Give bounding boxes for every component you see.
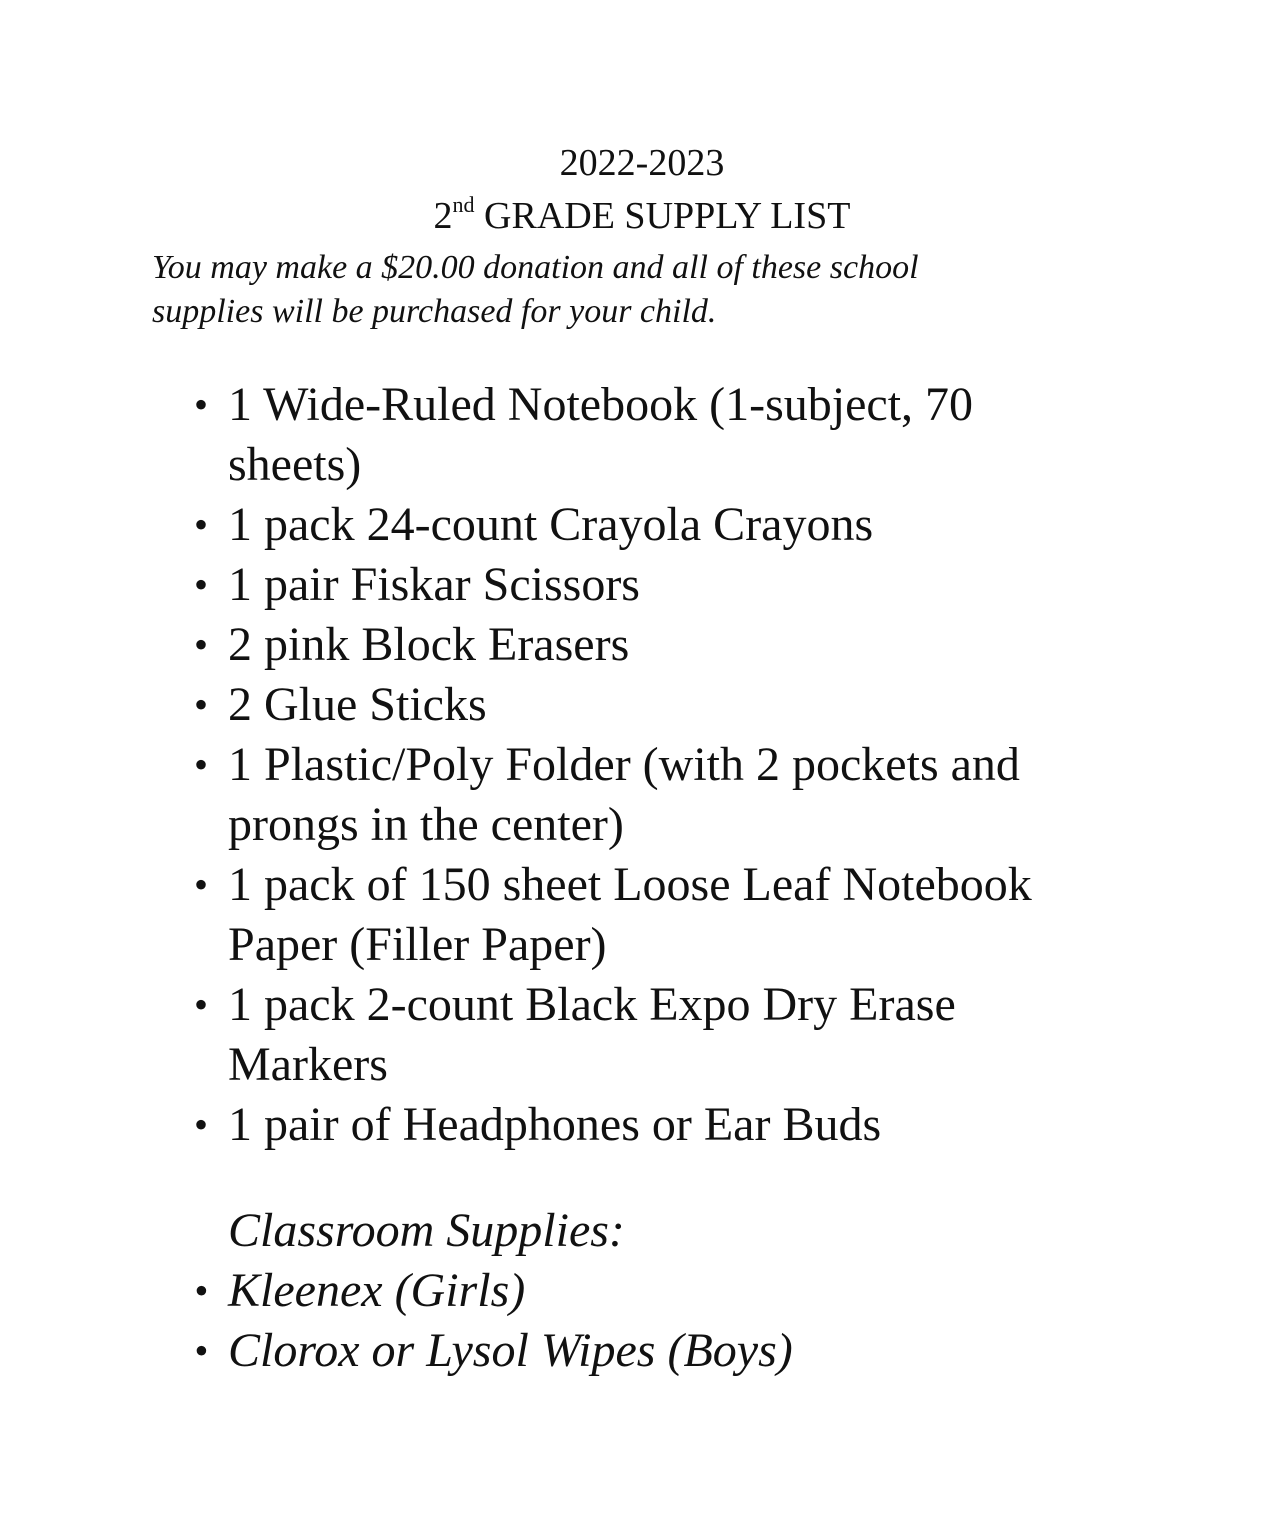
bullet-icon: •	[193, 682, 208, 727]
bullet-icon: •	[193, 622, 208, 667]
bullet-icon: •	[193, 742, 208, 787]
bullet-icon: •	[193, 1268, 208, 1313]
bullet-icon: •	[193, 862, 208, 907]
list-item	[186, 1095, 1086, 1155]
item-line: Clorox or Lysol Wipes (Boys)	[228, 1324, 793, 1377]
title-text: GRADE SUPPLY LIST	[484, 195, 851, 237]
item-line: Markers	[228, 1038, 388, 1091]
page-title	[0, 193, 1284, 239]
item-line: 1 pair of Headphones or Ear Buds	[228, 1098, 882, 1151]
item-line: 2 Glue Sticks	[228, 678, 487, 731]
item-line: sheets)	[228, 438, 362, 491]
bullet-icon: •	[193, 1102, 208, 1147]
list-item	[186, 375, 1086, 495]
supply-list	[186, 375, 1086, 1155]
item-line: 1 pack 2-count Black Expo Dry Erase	[228, 978, 956, 1031]
classroom-supply-list	[186, 1261, 1086, 1381]
classroom-supplies-heading: Classroom Supplies:	[228, 1204, 625, 1257]
list-item	[186, 555, 1086, 615]
bullet-icon: •	[193, 1328, 208, 1373]
grade-suffix: nd	[452, 192, 475, 217]
item-line: Paper (Filler Paper)	[228, 918, 607, 971]
item-line: 1 pair Fiskar Scissors	[228, 558, 640, 611]
list-item	[186, 615, 1086, 675]
list-item	[186, 1261, 1086, 1321]
item-line: 1 pack 24-count Crayola Crayons	[228, 498, 874, 551]
grade-number: 2	[433, 195, 453, 237]
bullet-icon: •	[193, 562, 208, 607]
item-line: 2 pink Block Erasers	[228, 618, 630, 671]
item-line: prongs in the center)	[228, 798, 624, 851]
school-year: 2022-2023	[559, 142, 725, 184]
list-item	[186, 675, 1086, 735]
list-item	[186, 855, 1086, 975]
bullet-icon: •	[193, 982, 208, 1027]
item-line: 1 Plastic/Poly Folder (with 2 pockets and	[228, 738, 1020, 791]
list-item	[186, 495, 1086, 555]
list-item	[186, 1321, 1086, 1381]
item-line: 1 pack of 150 sheet Loose Leaf Notebook	[228, 858, 1032, 911]
bullet-icon: •	[193, 382, 208, 427]
donation-note	[152, 246, 1052, 334]
list-item	[186, 735, 1086, 855]
list-item	[186, 975, 1086, 1095]
item-line: Kleenex (Girls)	[228, 1264, 526, 1317]
item-line: 1 Wide-Ruled Notebook (1-subject, 70	[228, 378, 974, 431]
donation-note-line: You may make a $20.00 donation and all of these school	[152, 249, 919, 286]
bullet-icon: •	[193, 502, 208, 547]
donation-note-line: supplies will be purchased for your child.	[152, 293, 717, 330]
